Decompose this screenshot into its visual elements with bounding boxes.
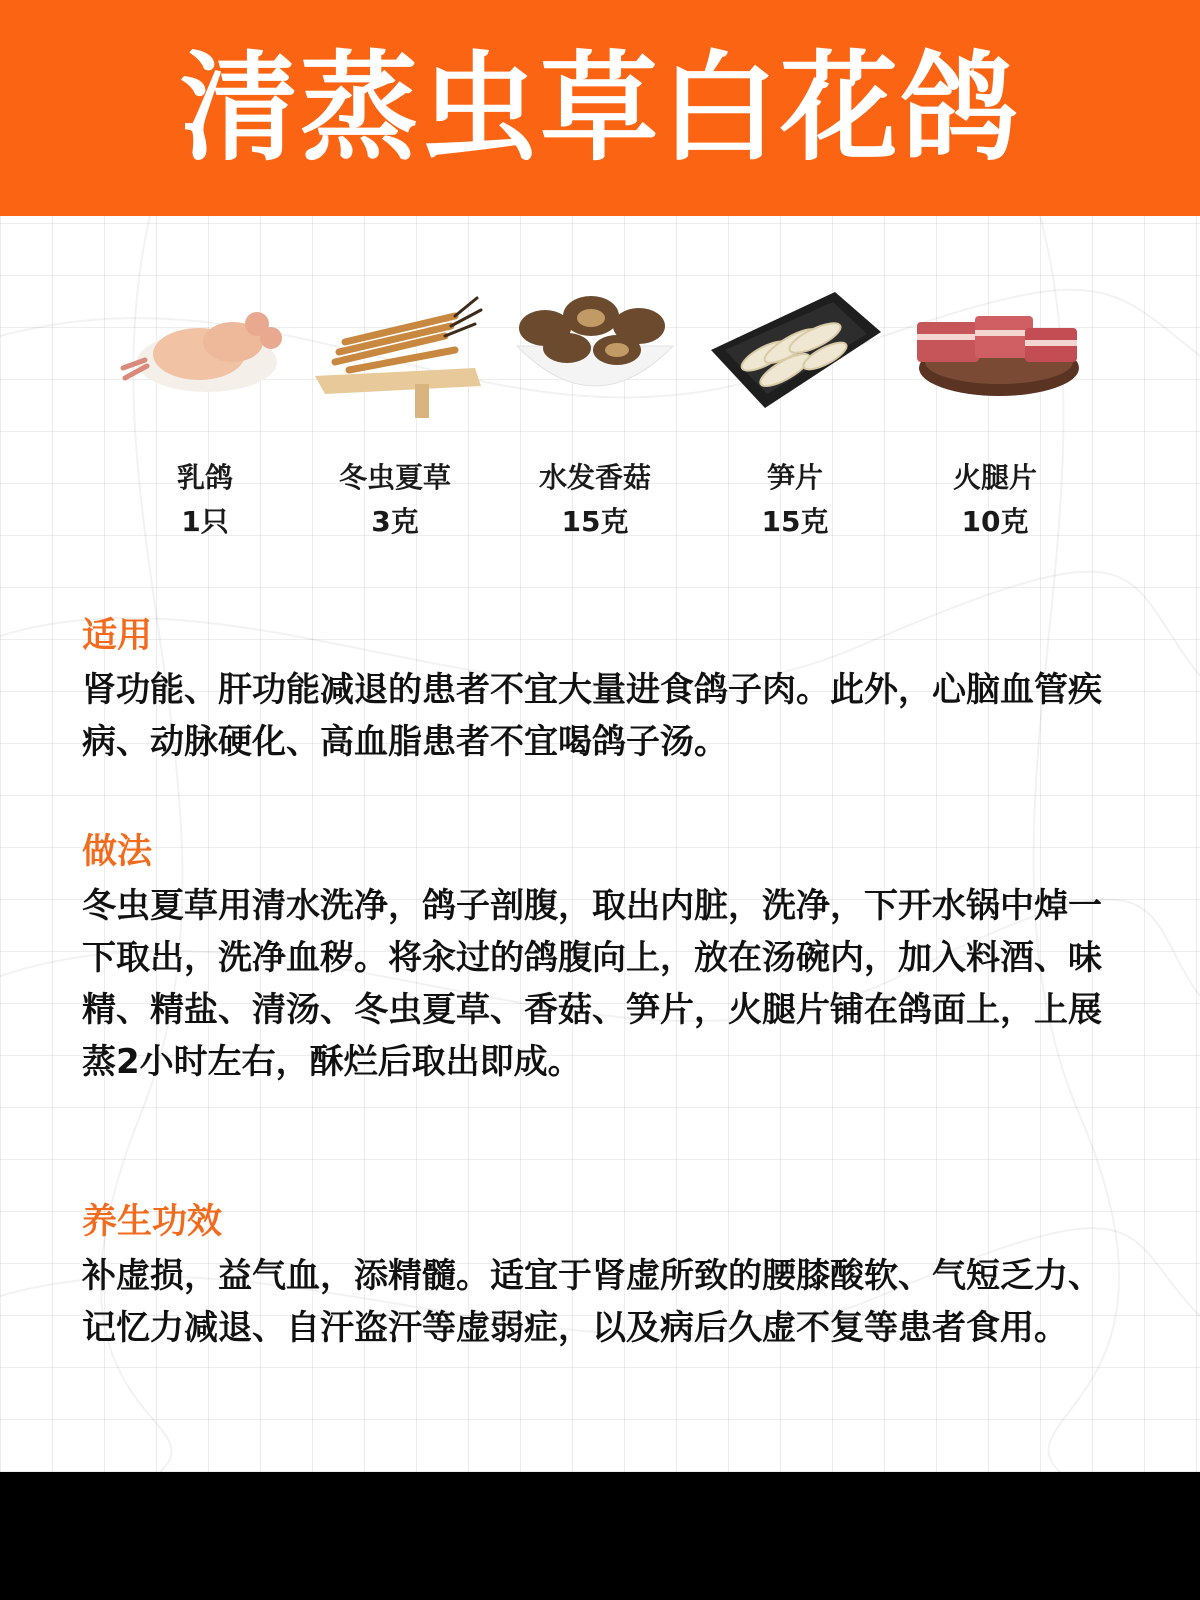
cordyceps-icon [305, 276, 485, 426]
section-body: 肾功能、肝功能减退的患者不宜大量进食鸽子肉。此外，心脑血管疾病、动脉硬化、高血脂患者不宜喝鸽子汤。 [82, 670, 1102, 762]
ingredient-quantity: 3克 [371, 505, 419, 538]
bamboo-shoot-icon [705, 276, 885, 426]
ingredient-quantity: 1只 [181, 505, 229, 538]
ingredient-quantity: 15克 [761, 505, 829, 538]
ingredient-name: 冬虫夏草 [338, 461, 451, 494]
section-heading: 养生功效 [82, 1202, 223, 1242]
section-body: 补虚损，益气血，添精髓。适宜于肾虚所致的腰膝酸软、气短乏力、记忆力减退、自汗盗汗等虚弱症，以及病后久虚不复等患者食用。 [82, 1256, 1102, 1348]
content-area [0, 216, 1200, 1472]
shiitake-icon [505, 276, 685, 426]
ingredient-list [110, 276, 1110, 576]
ingredient-item [300, 276, 490, 544]
ingredient-name: 笋片 [766, 461, 823, 494]
title-banner [0, 0, 1200, 216]
page-title: 清蒸虫草白花鸽 [179, 39, 1020, 177]
section-method [82, 828, 1122, 1088]
pigeon-icon [115, 276, 295, 426]
section-heading: 适用 [82, 616, 153, 656]
section-benefits [82, 1198, 1122, 1354]
ham-icon [905, 276, 1085, 426]
ingredient-quantity: 10克 [961, 505, 1029, 538]
section-body: 冬虫夏草用清水洗净，鸽子剖腹，取出内脏，洗净，下开水锅中焯一下取出，洗净血秽。将汆过的鸽腹向上，放在汤碗内，加入料酒、味精、精盐、清汤、冬虫夏草、香菇、笋片，火腿片铺在鸽面上，上展蒸2小时左右，酥烂后取出即成。 [82, 886, 1102, 1082]
ingredient-item [110, 276, 300, 544]
footer-bar [0, 1472, 1200, 1600]
ingredient-item [500, 276, 690, 544]
ingredient-quantity: 15克 [561, 505, 629, 538]
ingredient-name: 火腿片 [952, 461, 1037, 494]
ingredient-name: 乳鸽 [176, 461, 233, 494]
ingredient-item [900, 276, 1090, 544]
ingredient-name: 水发香菇 [538, 461, 651, 494]
section-suitable [82, 612, 1122, 768]
ingredient-item [700, 276, 890, 544]
section-heading: 做法 [82, 832, 153, 872]
